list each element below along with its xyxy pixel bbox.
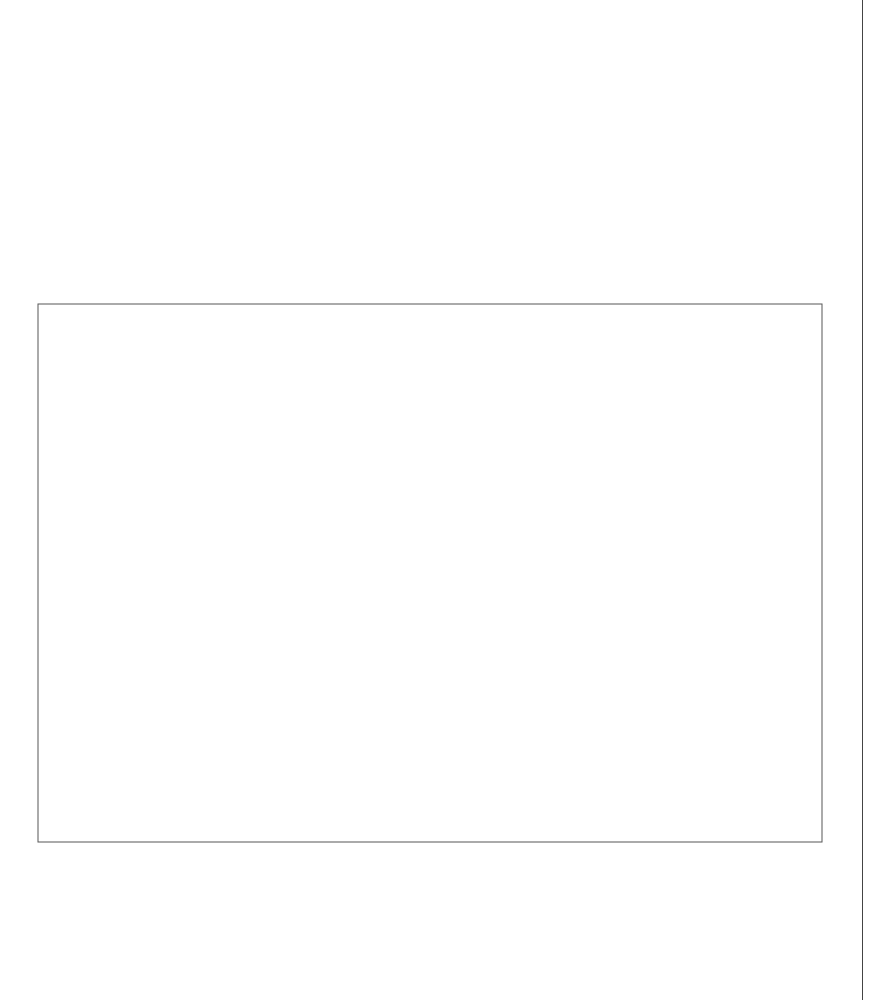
drawing-frame	[38, 304, 822, 842]
page-edge-line	[862, 0, 863, 1000]
